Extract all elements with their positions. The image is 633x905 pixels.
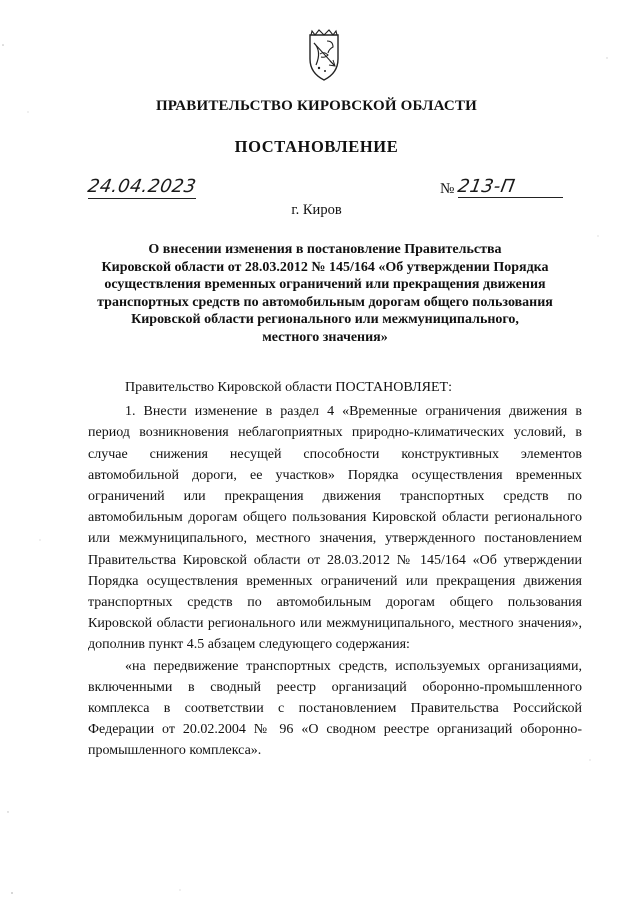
body-paragraph-2: «на передвижение транспортных средств, используемых организациями, включенными в сводный реестр организаций оборонно-промышленного комплекса в соответствии с постановлением Правительства Российской Федерации от 20.02.2004 № 96 «О сводном реестре организаций оборонно-промышленного комплекса». bbox=[88, 658, 582, 759]
decree-line: Правительство Кировской области ПОСТАНОВЛЯЕТ: bbox=[125, 380, 452, 395]
number-sign-label: № bbox=[440, 181, 455, 197]
document-body bbox=[88, 377, 582, 762]
document-date-field bbox=[88, 176, 196, 199]
document-city: г. Киров bbox=[291, 202, 342, 218]
document-subject: О внесении изменения в постановление Правительства Кировской области от 28.03.2012 № 145/164 «Об утверждении Порядка осуществления временных ограничений или прекращения движения транспортных средств по автомобильным дорогам общего пользования Кировской области регионального или межмуниципального, местного значения» bbox=[97, 242, 553, 345]
kirov-coat-of-arms-icon bbox=[300, 27, 348, 83]
document-number-field bbox=[440, 176, 563, 198]
organization-title: ПРАВИТЕЛЬСТВО КИРОВСКОЙ ОБЛАСТИ bbox=[155, 98, 478, 114]
document-type-title: ПОСТАНОВЛЕНИЕ bbox=[234, 137, 399, 156]
document-date: 24.04.2023 bbox=[86, 176, 198, 197]
document-number: 213-П bbox=[456, 176, 518, 197]
document-number-line bbox=[458, 176, 563, 198]
body-paragraph-1: 1. Внести изменение в раздел 4 «Временные ограничения движения в период возникновения неблагоприятных природно-климатических условий, в случае снижения несущей способности конструктивных элементов автомобильной дороги, ее участков» Порядка осуществления временных ограничений или прекращения движения транспортных средств по автомобильным дорогам общего пользования Кировской области регионального или межмуниципального, местного значения, утвержденного постановлением Правительства Кировской области от 28.03.2012 № 145/164 «Об утверждении Порядка осуществления временных ограничений или прекращения движения транспортных средств по автомобильным дорогам общего пользования Кировской области регионального или межмуниципального, местного значения», дополнив пункт 4.5 абзацем следующего содержания: bbox=[88, 404, 582, 653]
